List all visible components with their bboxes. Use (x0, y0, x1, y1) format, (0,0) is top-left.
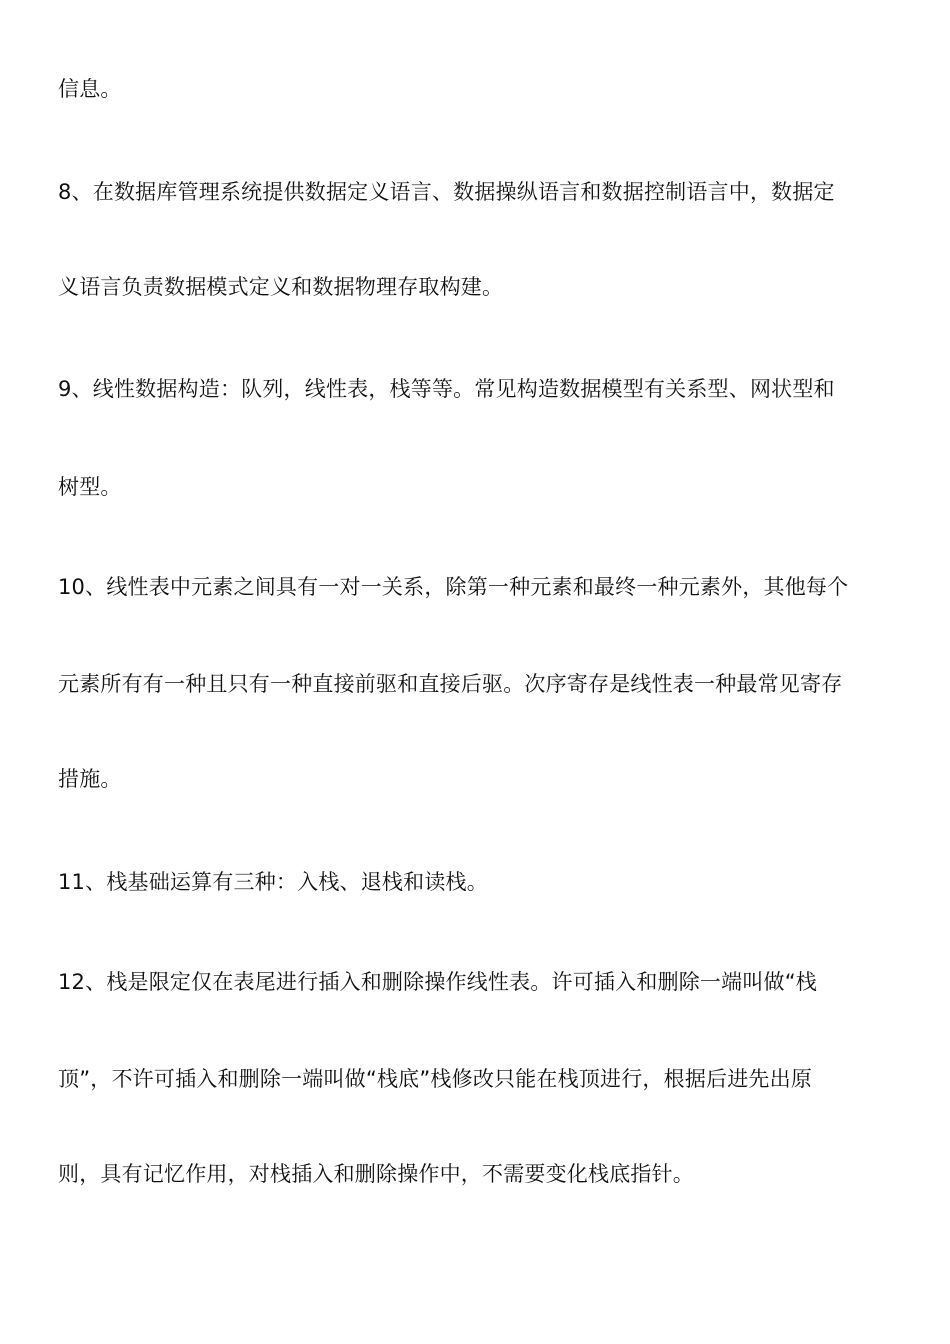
text-line: 12、栈是限定仅在表尾进行插入和删除操作线性表。许可插入和删除一端叫做“栈 (58, 970, 817, 994)
text-line: 11、栈基础运算有三种：入栈、退栈和读栈。 (58, 870, 488, 894)
text-line: 信息。 (58, 77, 122, 101)
text-line: 10、线性表中元素之间具有一对一关系，除第一种元素和最终一种元素外，其他每个 (58, 575, 849, 599)
text-line: 措施。 (58, 767, 122, 791)
text-line: 义语言负责数据模式定义和数据物理存取构建。 (58, 275, 504, 299)
text-line: 则，具有记忆作用，对栈插入和删除操作中，不需要变化栈底指针。 (58, 1162, 694, 1186)
text-line: 8、在数据库管理系统提供数据定义语言、数据操纵语言和数据控制语言中，数据定 (58, 180, 835, 204)
text-line: 树型。 (58, 475, 122, 499)
text-line: 9、线性数据构造：队列，线性表，栈等等。常见构造数据模型有关系型、网状型和 (58, 377, 835, 401)
text-line: 顶”，不许可插入和删除一端叫做“栈底”栈修改只能在栈顶进行，根据后进先出原 (58, 1067, 813, 1091)
text-line: 元素所有有一种且只有一种直接前驱和直接后驱。次序寄存是线性表一种最常见寄存 (58, 672, 843, 696)
